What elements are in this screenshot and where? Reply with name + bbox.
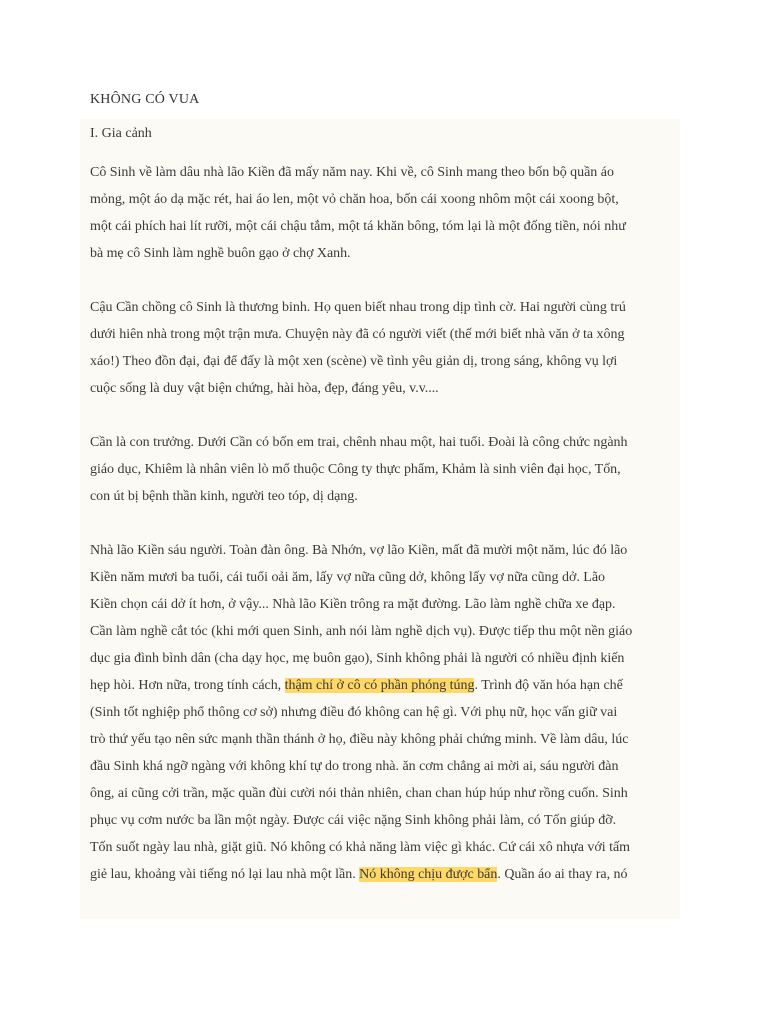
- content-panel: [80, 119, 680, 919]
- text-line: phục vụ cơm nước ba lần một ngày. Được cái việc nặng Sinh không phải làm, có Tốn giúp đỡ.: [90, 813, 617, 828]
- paragraph: [90, 537, 680, 888]
- text-line: [90, 672, 680, 699]
- text-line: giáo dục, Khiêm là nhân viên lò mổ thuộc Công ty thực phẩm, Khảm là sinh viên đại học, Tốn,: [90, 462, 621, 477]
- text-line: Cần làm nghề cắt tóc (khi mới quen Sinh, anh nói làm nghề dịch vụ). Được tiếp thu một nền giáo: [90, 624, 633, 639]
- highlighted-text[interactable]: thậm chí ở cô có phần phóng túng: [284, 678, 475, 693]
- text-line: cuộc sống là duy vật biện chứng, hài hòa, đẹp, đáng yêu, v.v....: [90, 381, 439, 396]
- paragraph: [90, 294, 680, 402]
- text-line: một cái phích hai lít rưỡi, một cái chậu tắm, một tá khăn bông, tóm lại là một đống tiền, nói như: [90, 219, 626, 234]
- text-line: trò thứ yếu tạo nên sức mạnh thần thánh ở họ, điều này không phải chứng minh. Về làm dâu, lúc: [90, 732, 629, 747]
- text-segment: giẻ lau, khoảng vài tiếng nó lại lau nhà một lần.: [90, 867, 360, 882]
- paragraph: [90, 159, 680, 267]
- text-line: Kiền chọn cái dở ít hơn, ở vậy... Nhà lão Kiền trông ra mặt đường. Lão làm nghề chữa xe đạp.: [90, 597, 616, 612]
- text-line: Tốn suốt ngày lau nhà, giặt giũ. Nó không có khả năng làm việc gì khác. Cứ cái xô nhựa với tấm: [90, 840, 631, 855]
- text-line: con út bị bệnh thần kinh, người teo tóp, dị dạng.: [90, 489, 358, 504]
- paragraph: [90, 429, 680, 510]
- highlighted-text[interactable]: Nó không chịu được bẩn: [359, 867, 498, 882]
- text-line: ông, ai cũng cởi trần, mặc quần đùi cười nói thản nhiên, chan chan húp húp như rồng cuốn. Sinh: [90, 786, 628, 801]
- text-line: Nhà lão Kiền sáu người. Toàn đàn ông. Bà Nhớn, vợ lão Kiền, mất đã mười một năm, lúc đó lão: [90, 543, 628, 558]
- section-heading: I. Gia cảnh: [90, 126, 152, 141]
- text-segment: . Trình độ văn hóa hạn chế: [474, 678, 623, 693]
- text-line: [90, 861, 680, 888]
- text-line: Cậu Cần chồng cô Sinh là thương binh. Họ quen biết nhau trong dịp tình cờ. Hai người cùng trú: [90, 300, 626, 315]
- text-line: Cô Sinh về làm dâu nhà lão Kiền đã mấy năm nay. Khi về, cô Sinh mang theo bốn bộ quần áo: [90, 165, 614, 180]
- text-line: xáo!) Theo đồn đại, đại để đấy là một xen (scène) về tình yêu giản dị, trong sáng, không vụ lợi: [90, 354, 618, 369]
- text-line: Cần là con trưởng. Dưới Cần có bốn em trai, chênh nhau một, hai tuổi. Đoài là công chức ngành: [90, 435, 628, 450]
- text-line: dục gia đình bình dân (cha dạy học, mẹ buôn gạo), Sinh không phải là người có nhiều định kiến: [90, 651, 625, 666]
- text-line: bà mẹ cô Sinh làm nghề buôn gạo ở chợ Xanh.: [90, 246, 351, 261]
- text-line: dưới hiên nhà trong một trận mưa. Chuyện này đã có người viết (thế mới biết nhà văn ở ta xông: [90, 327, 625, 342]
- text-line: đầu Sinh khá ngỡ ngàng với không khí tự do trong nhà. ăn cơm chẳng ai mời ai, sáu người đàn: [90, 759, 619, 774]
- text-line: Kiền năm mươi ba tuổi, cái tuổi oải ăm, lấy vợ nữa cũng dở, không lấy vợ nữa cũng dở. Lão: [90, 570, 606, 585]
- text-segment: hẹp hòi. Hơn nữa, trong tính cách,: [90, 678, 285, 693]
- text-line: (Sinh tốt nghiệp phổ thông cơ sở) nhưng điều đó không can hệ gì. Với phụ nữ, học vấn giữ vai: [90, 705, 618, 720]
- text-line: mỏng, một áo dạ mặc rét, hai áo len, một vỏ chăn hoa, bốn cái xoong nhôm một cái xoong bột,: [90, 192, 619, 207]
- document-title: KHÔNG CÓ VUA: [90, 92, 200, 107]
- text-segment: . Quần áo ai thay ra, nó: [497, 867, 628, 882]
